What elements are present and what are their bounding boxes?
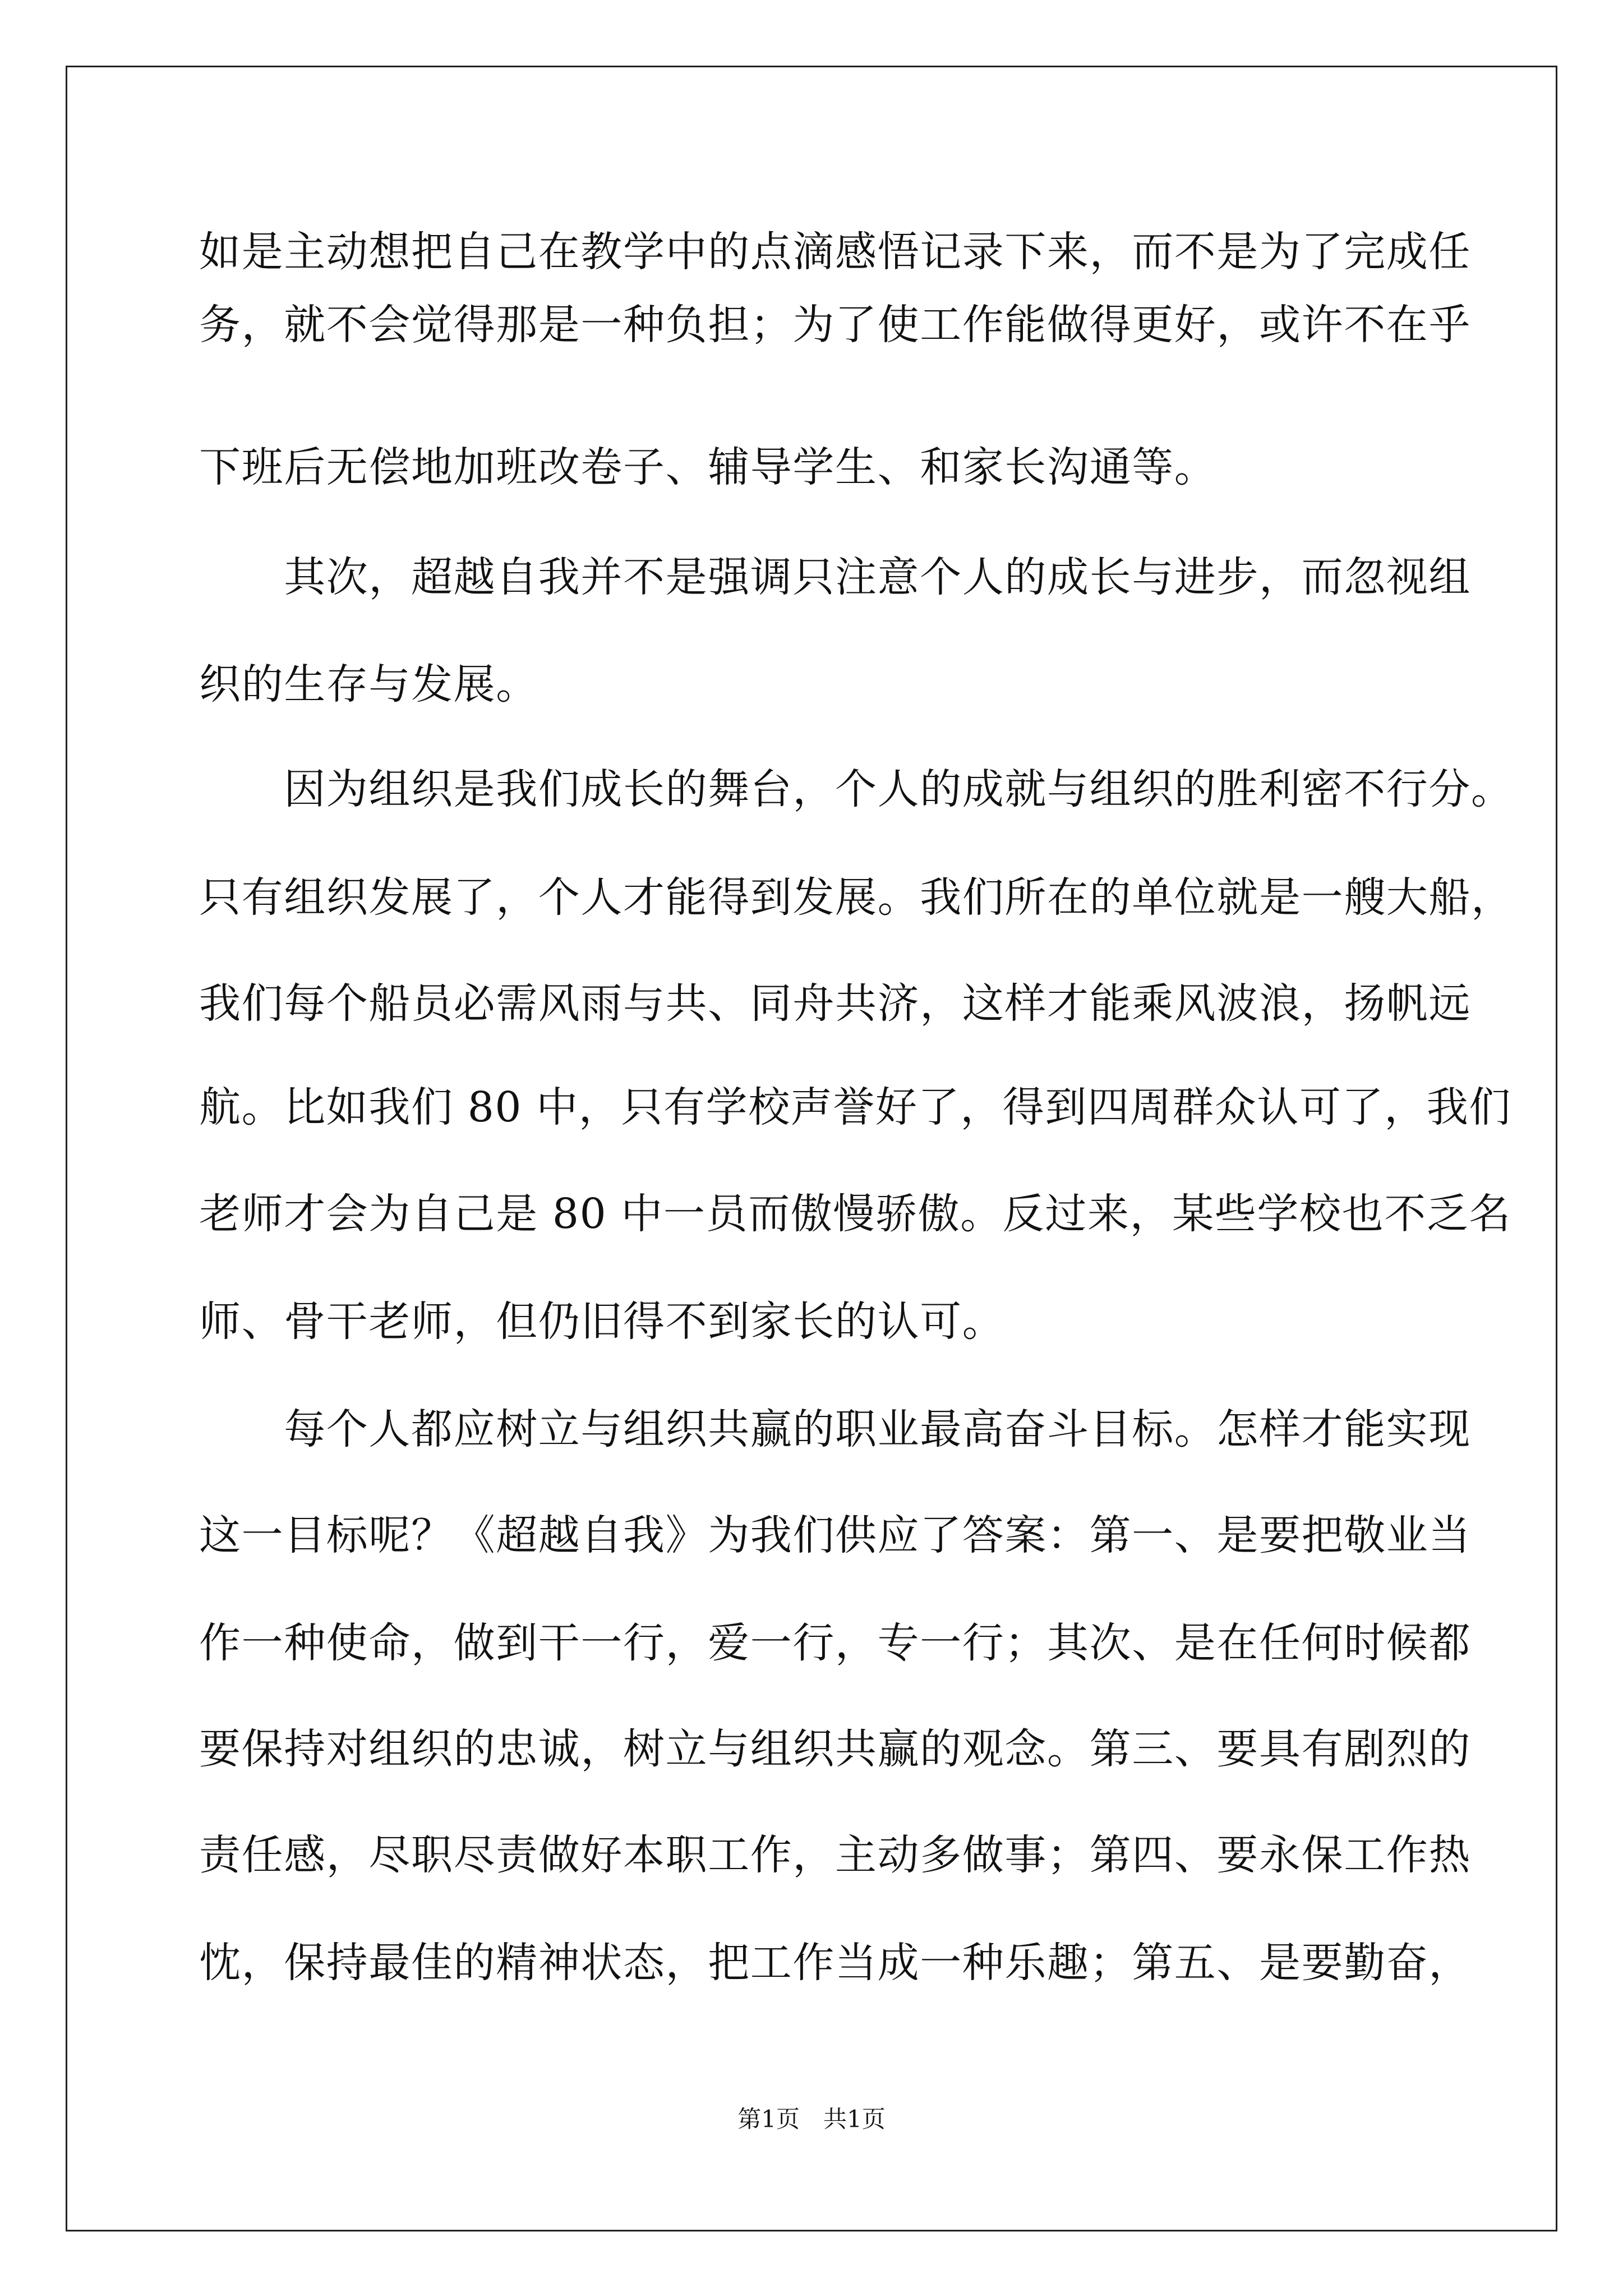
- text-line: 责任感，尽职尽责做好本职工作，主动多做事；第四、要永保工作热: [199, 1831, 1471, 1879]
- text-line: 我们每个船员必需风雨与共、同舟共济，这样才能乘风波浪，扬帆远: [199, 979, 1471, 1028]
- page-footer: 第1页 共1页: [737, 2105, 886, 2133]
- text-line: 务，就不会觉得那是一种负担；为了使工作能做得更好，或许不在乎: [199, 301, 1471, 349]
- text-line: 老师才会为自己是 80 中一员而傲慢骄傲。反过来，某些学校也不乏名: [199, 1190, 1512, 1238]
- text-line: 因为组织是我们成长的舞台，个人的成就与组织的胜利密不行分。: [199, 765, 1514, 813]
- text-line: 其次，超越自我并不是强调只注意个人的成长与进步，而忽视组: [199, 553, 1471, 601]
- text-line: 要保持对组织的忠诚，树立与组织共赢的观念。第三、要具有剧烈的: [199, 1725, 1471, 1773]
- text-line: 每个人都应树立与组织共赢的职业最高奋斗目标。怎样才能实现: [199, 1405, 1471, 1453]
- text-line: 忱，保持最佳的精神状态，把工作当成一种乐趣；第五、是要勤奋，: [199, 1939, 1471, 1987]
- text-line: 师、骨干老师，但仍旧得不到家长的认可。: [199, 1297, 1005, 1346]
- text-line: 织的生存与发展。: [199, 660, 538, 708]
- page-border: [66, 66, 1557, 2231]
- text-line: 只有组织发展了，个人才能得到发展。我们所在的单位就是一艘大船，: [199, 873, 1514, 922]
- text-line: 下班后无偿地加班改卷子、辅导学生、和家长沟通等。: [199, 443, 1217, 491]
- text-line: 航。比如我们 80 中，只有学校声誉好了，得到四周群众认可了，我们: [199, 1083, 1512, 1131]
- text-line: 如是主动想把自己在教学中的点滴感悟记录下来，而不是为了完成任: [199, 228, 1471, 276]
- text-line: 这一目标呢？《超越自我》为我们供应了答案：第一、是要把敬业当: [199, 1511, 1471, 1559]
- text-line: 作一种使命，做到干一行，爱一行，专一行；其次、是在任何时候都: [199, 1619, 1471, 1667]
